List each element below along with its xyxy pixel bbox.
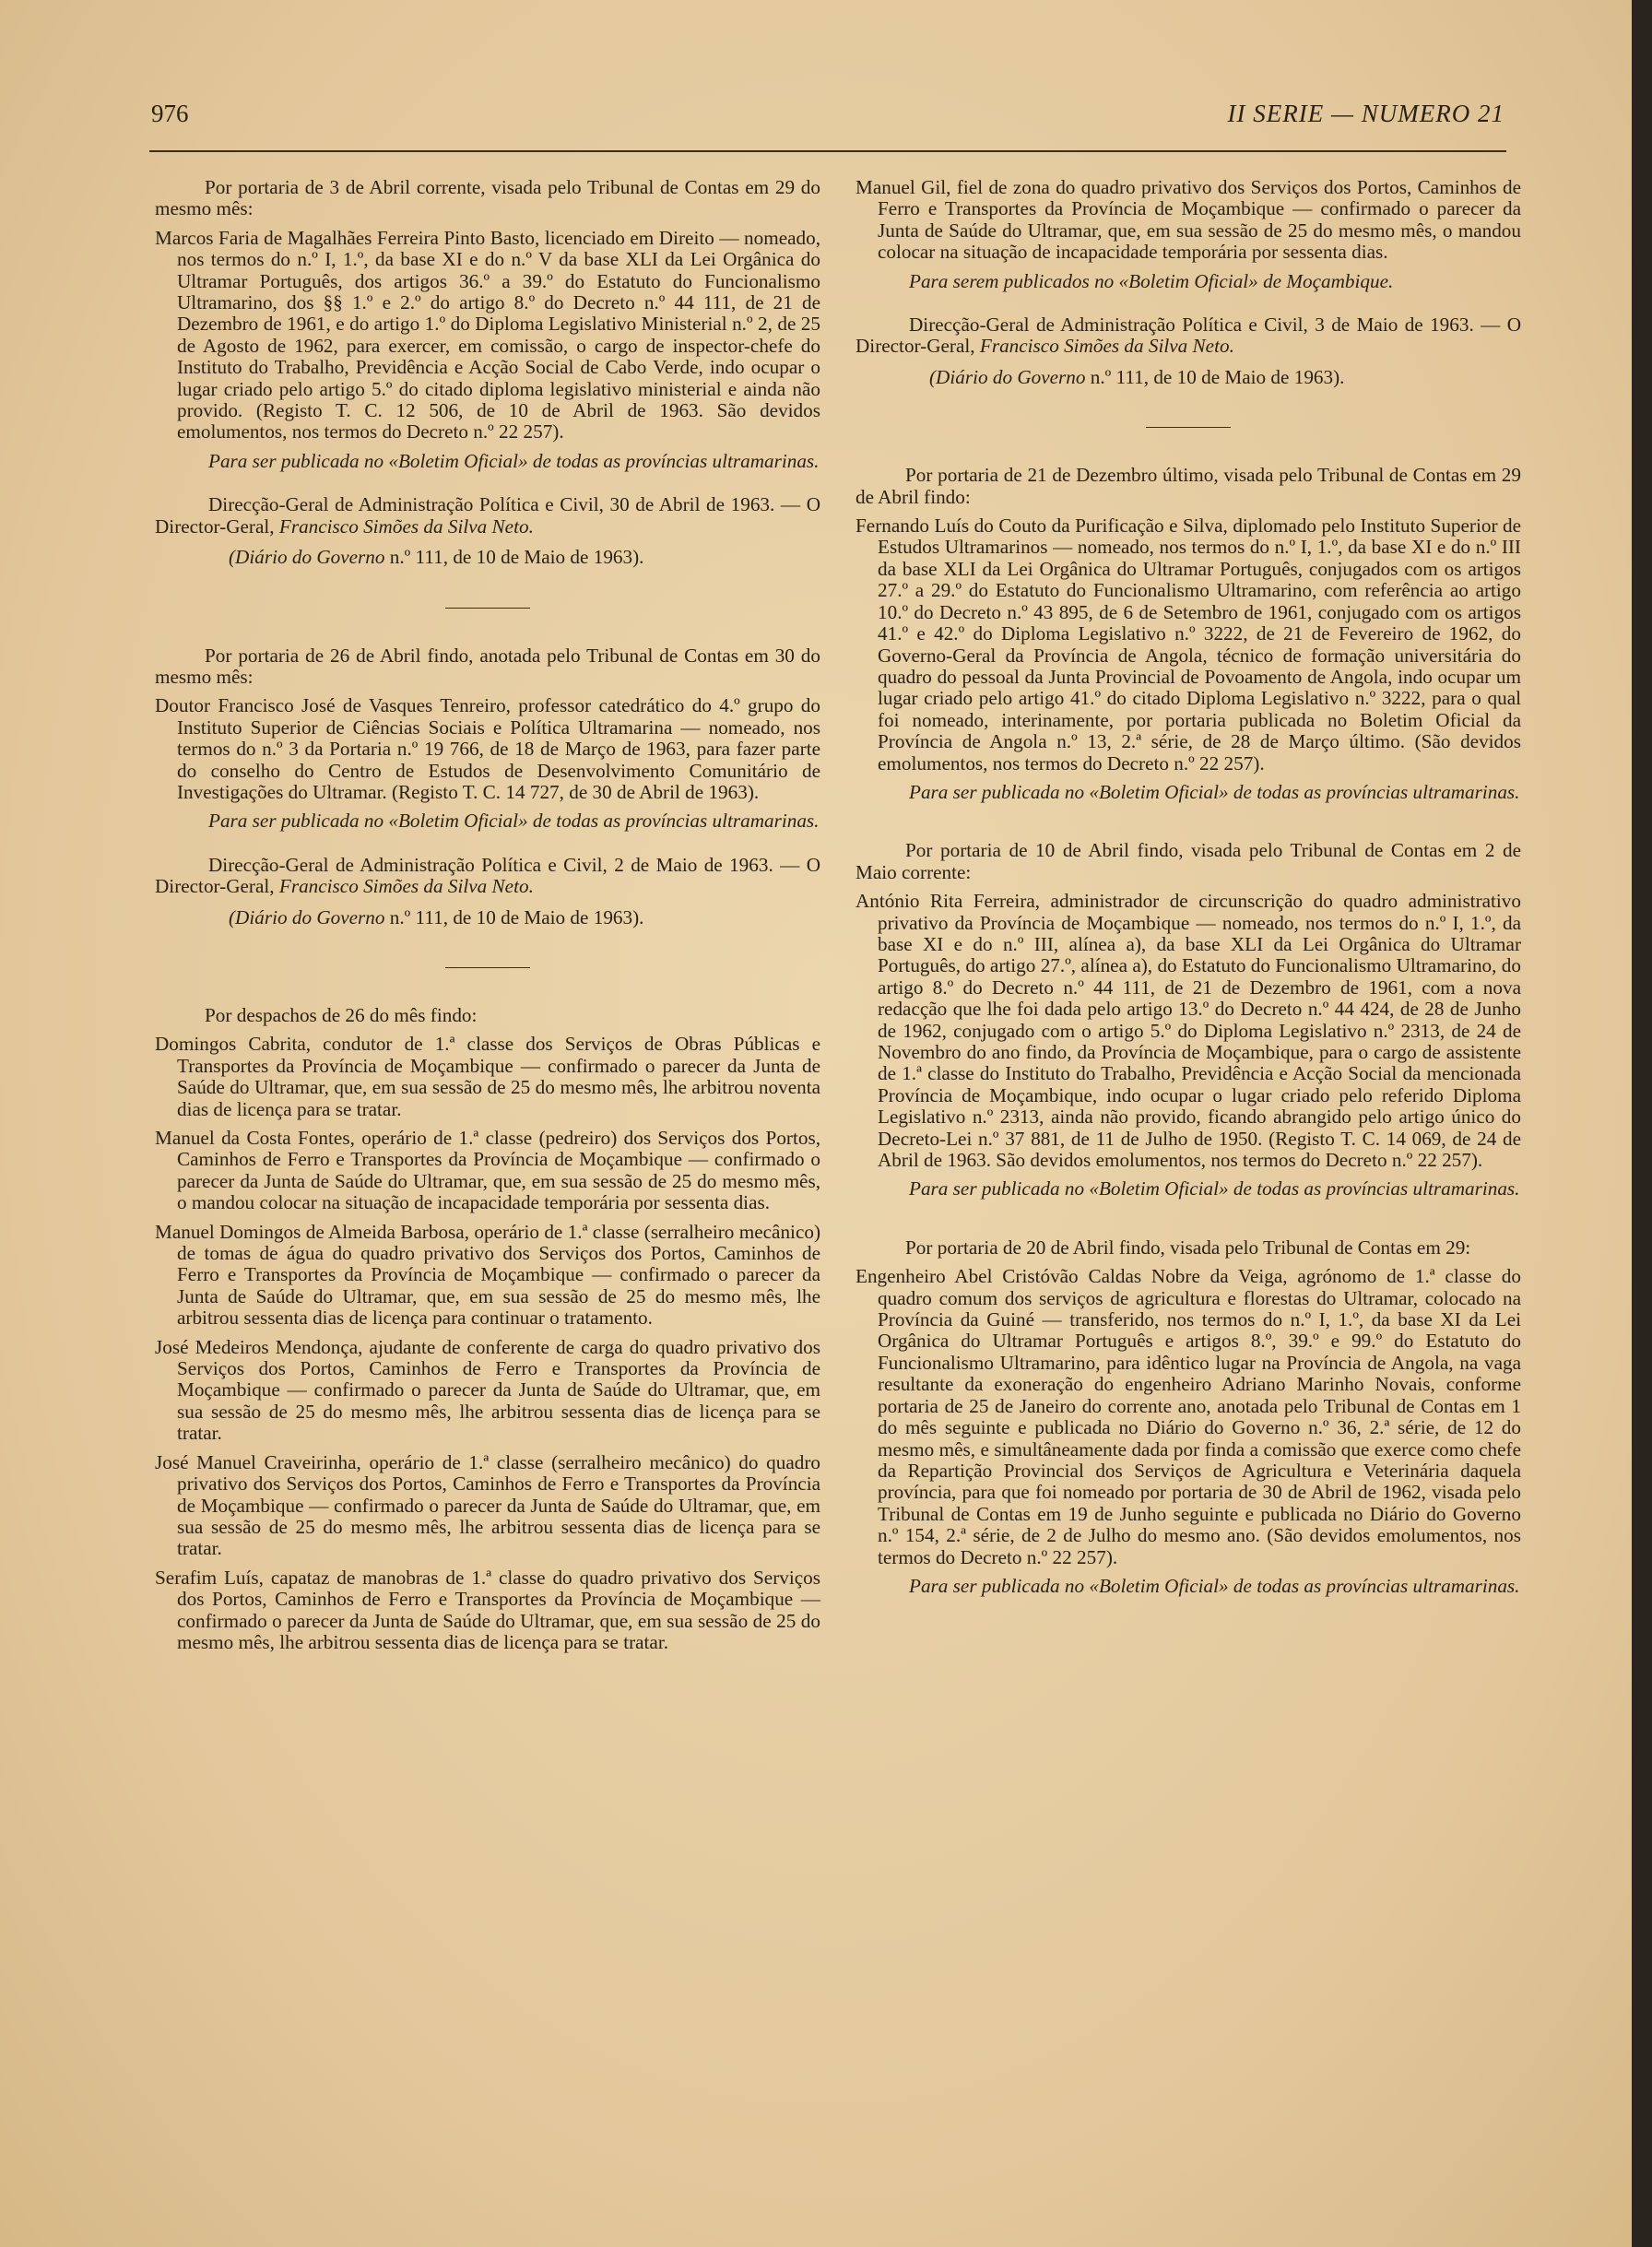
portaria-intro: Por portaria de 26 de Abril findo, anotada pelo Tribunal de Contas em 30 do mesmo mês: xyxy=(155,644,820,688)
publication-note: Para ser publicada no «Boletim Oficial» de todas as províncias ultramarinas. xyxy=(208,810,820,833)
signature-line xyxy=(856,314,1521,358)
signatory-name: Francisco Simões da Silva Neto. xyxy=(278,514,534,538)
signature-text: Direcção-Geral de Administração Política e Civil, 30 de Abril de 1963. — O Director-Geral, xyxy=(155,493,820,538)
page-number: 976 xyxy=(151,100,189,127)
leave-entry: Manuel Gil, fiel de zona do quadro privativo dos Serviços dos Portos, Caminhos de Ferro e Transportes da Província de Moçambique — confirmado o parecer da Junta de Saúde do Ultramar, que, em sua sessão de 25 do mesmo mês, o mandou colocar na situação de incapacidade temporária por sessenta dias. xyxy=(856,176,1521,264)
signatory-name: Francisco Simões da Silva Neto. xyxy=(278,875,534,898)
leave-entry: José Medeiros Mendonça, ajudante de conferente de carga do quadro privativo dos Serviços dos Portos, Caminhos de Ferro e Transportes da Província de Moçambique — confirmado o parecer da Junta de Saúde do Ultramar, que, em sua sessão de 25 do mesmo mês, lhe arbitrou sessenta dias de licença para se tratar. xyxy=(155,1335,820,1445)
despachos-intro: Por despachos de 26 do mês findo: xyxy=(205,1003,478,1026)
left-column xyxy=(155,177,820,1661)
diario-details: n.º 111, de 10 de Maio de 1963). xyxy=(389,905,644,928)
leave-entry: José Manuel Craveirinha, operário de 1.ª classe (serralheiro mecânico) do quadro privativo dos Serviços dos Portos, Caminhos de Ferro e Transportes da Província de Moçambique — confirmado o parecer da Junta de Saúde do Ultramar, que, em sua sessão de 25 do mesmo mês, lhe arbitrou sessenta dias de licença para se tratar. xyxy=(155,1450,820,1560)
publication-note: Para ser publicada no «Boletim Oficial» de todas as províncias ultramarinas. xyxy=(909,1574,1520,1597)
right-column xyxy=(856,177,1521,1604)
diario-title: (Diário do Governo xyxy=(229,905,385,928)
appointment-entry: Doutor Francisco José de Vasques Tenreiro, professor catedrático do 4.º grupo do Instituto Superior de Ciências Sociais e Política Ultramarina — nomeado, nos termos do n.º 3 da Portaria n.º 19 766, de 18 de Março de 1963, para fazer parte do conselho do Centro de Estudos de Desenvolvimento Comunitário de Investigações do Ultramar. (Registo T. C. 14 727, de 30 de Abril de 1963). xyxy=(155,694,820,803)
appointment-entry: Marcos Faria de Magalhães Ferreira Pinto Basto, licenciado em Direito — nomeado, nos termos do n.º I, 1.º, da base XI e do n.º V da base XLI da Lei Orgânica do Ultramar Português, dos artigos 36.º a 39.º do Estatuto do Funcionalismo Ultramarino, dos §§ 1.º e 2.º do artigo 8.º do Decreto n.º 44 111, de 21 de Dezembro de 1961, e do artigo 1.º do Diploma Legislativo Ministerial n.º 2, de 25 de Agosto de 1962, para exercer, em comissão, o cargo de inspector-chefe do Instituto do Trabalho, Previdência e Acção Social de Cabo Verde, indo ocupar o lugar criado pelo artigo 5.º do citado diploma legislativo ministerial e ainda não provido. (Registo T. C. 12 506, de 10 de Abril de 1963. São devidos emolumentos, nos termos do Decreto n.º 22 257). xyxy=(155,226,820,443)
signatory-name: Francisco Simões da Silva Neto. xyxy=(979,335,1234,358)
diario-title: (Diário do Governo xyxy=(229,546,385,569)
leave-entry: Manuel da Costa Fontes, operário de 1.ª classe (pedreiro) dos Serviços dos Portos, Caminhos de Ferro e Transportes da Província de Moçambique — confirmado o parecer da Junta de Saúde do Ultramar, que, em sua sessão de 25 do mesmo mês, o mandou colocar na situação de incapacidade temporária por sessenta dias. xyxy=(155,1127,820,1214)
section-separator xyxy=(445,967,530,968)
portaria-intro: Por portaria de 10 de Abril findo, visada pelo Tribunal de Contas em 2 de Maio corrente: xyxy=(856,839,1521,883)
signature-text: Direcção-Geral de Administração Política e Civil, 3 de Maio de 1963. — O Director-Geral, xyxy=(856,313,1521,358)
signature-line xyxy=(155,494,820,538)
page-header xyxy=(151,100,1504,146)
diario-details: n.º 111, de 10 de Maio de 1963). xyxy=(1090,365,1345,388)
leave-entry: Domingos Cabrita, condutor de 1.ª classe dos Serviços de Obras Públicas e Transportes da Província de Moçambique — confirmado o parecer da Junta de Saúde do Ultramar, que, em sua sessão de 25 do mesmo mês, lhe arbitrou noventa dias de licença para se tratar. xyxy=(155,1033,820,1120)
diario-reference xyxy=(155,907,820,928)
scan-edge xyxy=(1632,0,1652,2247)
transfer-entry: Engenheiro Abel Cristóvão Caldas Nobre da Veiga, agrónomo de 1.ª classe do quadro comum dos serviços de agricultura e florestas do Ultramar, colocado na Província da Guiné — transferido, nos termos do n.º I, 1.º, da base XI da Lei Orgânica do Ultramar Português e artigos 8.º, 39.º e 99.º do Estatuto do Funcionalismo Ultramarino, para idêntico lugar na Província de Angola, na vaga resultante da exoneração do engenheiro Adriano Marinho Novais, conforme portaria de 25 de Janeiro do corrente ano, anotada pelo Tribunal de Contas em 1 do mês seguinte e publicada no Diário do Governo n.º 36, 2.ª série, de 12 do mesmo mês, e simultâneamente dada por finda a comissão que exerce como chefe da Repartição Provincial dos Serviços de Agricultura e Veterinária daquela província, para que foi nomeado por portaria de 30 de Abril de 1962, visada pelo Tribunal de Contas em 19 de Junho seguinte e publicada no Diário do Governo n.º 154, 2.ª série, de 2 de Julho do mesmo ano. (São devidos emolumentos, nos termos do Decreto n.º 22 257). xyxy=(856,1265,1521,1568)
publication-note: Para ser publicada no «Boletim Oficial» de todas as províncias ultramarinas. xyxy=(909,1177,1520,1200)
diario-reference xyxy=(856,367,1521,388)
portaria-intro: Por portaria de 20 de Abril findo, visada pelo Tribunal de Contas em 29: xyxy=(905,1236,1471,1259)
series-number: II SERIE — NUMERO 21 xyxy=(1227,100,1504,127)
publication-note: Para ser publicada no «Boletim Oficial» de todas as províncias ultramarinas. xyxy=(208,449,820,472)
signature-text: Direcção-Geral de Administração Política e Civil, 2 de Maio de 1963. — O Director-Geral, xyxy=(155,853,820,898)
section-separator xyxy=(1146,427,1231,428)
portaria-intro: Por portaria de 3 de Abril corrente, visada pelo Tribunal de Contas em 29 do mesmo mês: xyxy=(155,176,820,220)
appointment-entry: António Rita Ferreira, administrador de circunscrição do quadro administrativo privativo da Província de Moçambique — nomeado, nos termos do n.º I, 1.º, da base XI e do n.º III, alínea a), da base XLI da Lei Orgânica do Ultramar Português, do artigo 27.º, alínea a), do Estatuto do Funcionalismo Ultramarino, do artigo 8.º do Decreto n.º 44 111, de 21 de Dezembro de 1961, com a nova redacção que lhe foi dada pelo artigo 13.º do Decreto n.º 44 424, de 28 de Junho de 1962, conjugado com o artigo 5.º do Diploma Legislativo n.º 2313, de 24 de Novembro do ano findo, da Província de Moçambique, para o cargo de assistente de 1.ª classe do Instituto do Trabalho, Previdência e Acção Social da mencionada Província de Moçambique, indo ocupar o lugar criado pelo referido Diploma Legislativo n.º 2313, ainda não provido, ficando abrangido pelo artigo único do Decreto-Lei n.º 37 881, de 11 de Julho de 1950. (Registo T. C. 14 069, de 24 de Abril de 1963. São devidos emolumentos, nos termos do Decreto n.º 22 257). xyxy=(856,890,1521,1172)
publication-note: Para ser publicada no «Boletim Oficial» de todas as províncias ultramarinas. xyxy=(909,780,1520,803)
leave-entry: Manuel Domingos de Almeida Barbosa, operário de 1.ª classe (serralheiro mecânico) de tomas de água do quadro privativo dos Serviços dos Portos, Caminhos de Ferro e Transportes da Província de Moçambique — confirmado o parecer da Junta de Saúde do Ultramar, que, em sua sessão de 25 do mesmo mês, lhe arbitrou sessenta dias de licença para continuar o tratamento. xyxy=(155,1220,820,1330)
header-rule xyxy=(149,150,1506,152)
portaria-intro: Por portaria de 21 de Dezembro último, visada pelo Tribunal de Contas em 29 de Abril findo: xyxy=(856,464,1521,508)
publication-note: Para serem publicados no «Boletim Oficial» de Moçambique. xyxy=(909,269,1394,292)
section-separator xyxy=(445,608,530,609)
diario-reference xyxy=(155,547,820,568)
diario-details: n.º 111, de 10 de Maio de 1963). xyxy=(389,546,644,569)
signature-line xyxy=(155,855,820,898)
leave-entry: Serafim Luís, capataz de manobras de 1.ª classe do quadro privativo dos Serviços dos Portos, Caminhos de Ferro e Transportes da Província de Moçambique — confirmado o parecer da Junta de Saúde do Ultramar, que, em sua sessão de 25 do mesmo mês, lhe arbitrou sessenta dias de licença para se tratar. xyxy=(155,1566,820,1653)
diario-title: (Diário do Governo xyxy=(929,365,1086,388)
appointment-entry: Fernando Luís do Couto da Purificação e Silva, diplomado pelo Instituto Superior de Estudos Ultramarinos — nomeado, nos termos do n.º I, 1.º, da base XI e do n.º III da base XLI da Lei Orgânica do Ultramar Português, conjugados com os artigos 27.º a 29.º do Estatuto do Funcionalismo Ultramarino, com referência ao artigo 10.º do Decreto n.º 43 895, de 6 de Setembro de 1961, conjugado com os artigos 41.º e 42.º do Diploma Legislativo n.º 3222, de 21 de Fevereiro de 1962, do Governo-Geral da Província de Angola, técnico de formação universitária do quadro do pessoal da Junta Provincial de Povoamento de Angola, indo ocupar um lugar criado pelo artigo 41.º do citado Diploma Legislativo n.º 3222, para o qual foi nomeado, interinamente, por portaria publicada no Boletim Oficial da Província de Angola n.º 13, 2.ª série, de 28 de Março último. (São devidos emolumentos, nos termos do Decreto n.º 22 257). xyxy=(856,514,1521,775)
